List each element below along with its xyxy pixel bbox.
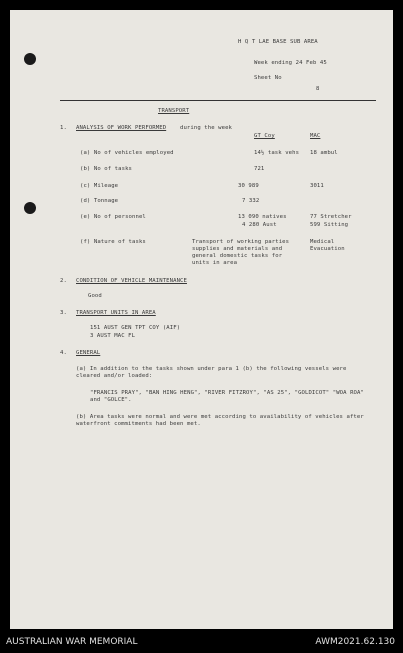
s1-heading: ANALYSIS OF WORK PERFORMED [76, 125, 167, 131]
s2-value: Good [88, 293, 102, 299]
s1-row-v1: 13 090 natives [238, 214, 287, 220]
punch-hole [24, 53, 36, 65]
s1-heading-rest: during the week [180, 125, 233, 131]
s1-row-label: (a) No of vehicles employed [80, 150, 174, 156]
s2-heading: CONDITION OF VEHICLE MAINTENANCE [76, 278, 187, 284]
s4-heading: GENERAL [76, 350, 101, 356]
s1-nature-label: (f) Nature of tasks [80, 239, 146, 245]
s1-row-v1: 14½ task vehs [254, 150, 300, 156]
s1-num: 1. [60, 125, 67, 131]
header-week-ending: Week ending 24 Feb 45 [254, 60, 327, 66]
s1-row-v2: 77 Stretcher [310, 214, 352, 220]
s1-col-gtcoy: GT Coy [254, 133, 275, 139]
header-unit: H Q T LAE BASE SUB AREA [238, 39, 318, 45]
header-sheet-no: Sheet No [254, 75, 282, 81]
s4-para-a: (a) In addition to the tasks shown under para 1 (b) the following vessels were cleared and/or loaded: [76, 366, 347, 379]
s1-row-label: (b) No of tasks [80, 166, 133, 172]
s3-num: 3. [60, 310, 67, 316]
header-sheet-num: 8 [316, 86, 320, 92]
s4-vessels: "FRANCIS PRAY", "BAN HING HENG", "RIVER FITZROY", "AS 25", "GOLDICOT" "WOA ROA" and "GOLCE". [90, 390, 364, 403]
s1-row-label: (e) No of personnel [80, 214, 146, 220]
footer-accession: AWM2021.62.130 [315, 637, 395, 647]
punch-hole [24, 202, 36, 214]
s1-row-v2: 18 ambul [310, 150, 338, 156]
s1-row-label: (c) Mileage [80, 183, 119, 189]
s1-row-v2b: 599 Sitting [310, 222, 349, 228]
s1-col-mac: MAC [310, 133, 321, 139]
header-rule [60, 100, 376, 101]
footer-bar [0, 629, 403, 653]
s1-nature-mac: Medical Evacuation [310, 239, 345, 252]
s4-num: 4. [60, 350, 67, 356]
document-page [10, 10, 393, 629]
s1-row-v2: 3011 [310, 183, 324, 189]
s1-nature-gtcoy: Transport of working parties supplies and materials and general domestic tasks for units in area [192, 239, 290, 266]
s1-row-v1b: 4 280 Aust [242, 222, 277, 228]
s4-para-b: (b) Area tasks were normal and were met according to availability of vehicles after waterfront commitments had been met. [76, 414, 364, 427]
s1-row-v1: 30 989 [238, 183, 259, 189]
section-title: TRANSPORT [158, 108, 190, 114]
s3-unit: 151 AUST GEN TPT COY (AIF) [90, 325, 181, 331]
footer-credit: AUSTRALIAN WAR MEMORIAL [6, 637, 138, 647]
s1-row-v1: 7 332 [242, 198, 260, 204]
s1-row-label: (d) Tonnage [80, 198, 119, 204]
s3-heading: TRANSPORT UNITS IN AREA [76, 310, 156, 316]
s1-row-v1: 721 [254, 166, 265, 172]
s3-unit: 3 AUST MAC FL [90, 333, 136, 339]
s2-num: 2. [60, 278, 67, 284]
